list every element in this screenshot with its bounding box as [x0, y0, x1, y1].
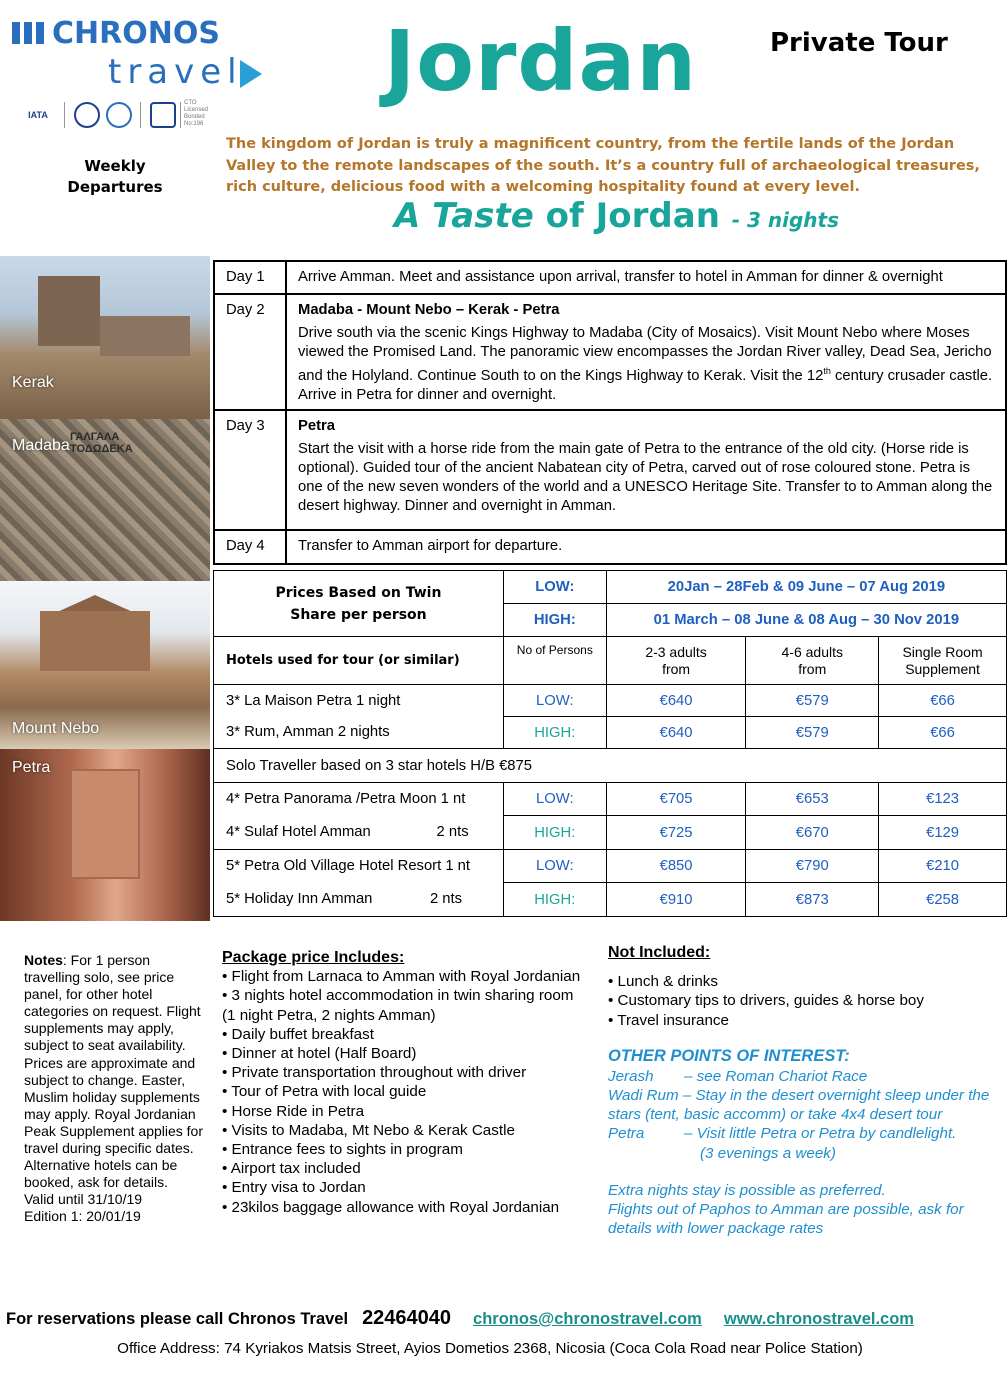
price-cell: €850 [606, 850, 746, 883]
list-item: • Dinner at hotel (Half Board) [222, 1045, 417, 1063]
price-cell: €640 [606, 717, 746, 749]
list-item: • Customary tips to drivers, guides & horse boy [608, 992, 924, 1010]
day-text: Transfer to Amman airport for departure. [286, 530, 1006, 564]
list-item: • 3 nights hotel accommodation in twin sharing room (1 night Petra, 2 nights Amman) [222, 987, 574, 1024]
table-row [214, 850, 1007, 883]
day-title: Petra [298, 417, 336, 434]
office-address: Office Address: 74 Kyriakos Matsis Street, Ayios Dometios 2368, Nicosia (Coca Cola Road near Police Station) [117, 1340, 863, 1357]
list-item: • Horse Ride in Petra [222, 1102, 365, 1120]
cto-license-text: CTO Licensed Bonded No:196 [184, 100, 209, 127]
price-cell: €66 [879, 717, 1007, 749]
price-cell: €66 [879, 685, 1007, 717]
mount-nebo-caption: Mount Nebo [12, 720, 100, 737]
reservations-text: For reservations please call Chronos Travel [6, 1310, 349, 1328]
website-link[interactable]: www.chronostravel.com [723, 1310, 914, 1328]
email-link[interactable]: chronos@chronostravel.com [473, 1310, 702, 1328]
logo-name: CHRONOS [52, 16, 220, 51]
itinerary-row [214, 294, 1006, 410]
mount-nebo-photo [0, 581, 210, 749]
season-cell: HIGH: [503, 816, 606, 850]
list-item: • Airport tax included [222, 1160, 361, 1178]
itinerary-row [214, 530, 1006, 564]
price-cell: €725 [606, 816, 746, 850]
price-cell: €653 [746, 783, 879, 816]
price-cell: €790 [746, 850, 879, 883]
logo-arrow-icon [240, 60, 262, 88]
list-item: • Entry visa to Jordan [222, 1179, 366, 1197]
list-item: • 23kilos baggage allowance with Royal Jordanian [222, 1198, 560, 1216]
page-title: Jordan [384, 12, 698, 110]
weekly-departures: Weekly Departures [67, 157, 163, 196]
table-row [214, 685, 1007, 717]
private-tour-label: Private Tour [770, 28, 948, 58]
madaba-photo: ΓΑΛΓΑΛΑ ΤΟΔΩΔΕΚΑ Madaba [0, 419, 210, 581]
table-row [214, 783, 1007, 816]
day-label: Day 1 [214, 261, 286, 294]
season-cell: LOW: [503, 783, 606, 816]
poi-wadi-rum: Wadi Rum – Stay in the desert overnight sleep under the stars (tent, basic accomm) or take 4x4 desert tour [608, 1087, 990, 1124]
list-item: • Visits to Madaba, Mt Nebo & Kerak Castle [222, 1121, 515, 1139]
chronos-logo [12, 16, 262, 96]
persons-header: No of Persons [503, 637, 606, 685]
licensed-operator-icon [72, 100, 102, 130]
solo-traveller-note: Solo Traveller based on 3 star hotels H/B €875 [214, 749, 1007, 783]
iata-badge: IATA [28, 110, 48, 120]
col-single-header: Single Room Supplement [879, 637, 1007, 685]
accreditation-badges [20, 100, 216, 130]
edition: Edition 1: 20/01/19 [24, 1208, 141, 1225]
valid-until: Valid until 31/10/19 [24, 1191, 143, 1208]
list-item: • Flight from Larnaca to Amman with Royal Jordanian [222, 968, 581, 986]
table-row [214, 883, 1007, 917]
petra-photo [0, 749, 210, 921]
high-season-dates: 01 March – 08 June & 08 Aug – 30 Nov 2019 [606, 604, 1006, 637]
table-row [214, 816, 1007, 850]
high-season-label: HIGH: [503, 604, 606, 637]
intro-text: The kingdom of Jordan is truly a magnificent country, from the fertile lands of the Jordan Valley to the remote landscapes of the south. It’s a country full of archaeological treasures, rich culture, delicious food with a welcoming hospitality found at every level. [226, 136, 980, 195]
list-item: • Lunch & drinks [608, 973, 718, 991]
association-icon [148, 100, 178, 130]
season-cell: LOW: [503, 850, 606, 883]
season-cell: LOW: [503, 685, 606, 717]
day-text: Start the visit with a horse ride from the main gate of Petra to the entrance of the old city. (Horse ride is optional). Guided tour of the ancient Nabatean city of Petra, carved out of rose coloured stone. Petra is one of the new seven wonders of the world and a UNESCO Heritage Site. Transfer to to Amman along the desert highway. Dinner and overnight in Amman. [298, 440, 993, 514]
price-cell: €123 [879, 783, 1007, 816]
poi-petra: Petra – Visit little Petra or Petra by candlelight. [608, 1125, 957, 1143]
price-cell: €873 [746, 883, 879, 917]
phone-number: 22464040 [362, 1307, 452, 1329]
season-cell: HIGH: [503, 883, 606, 917]
price-cell: €258 [879, 883, 1007, 917]
hotel-name: 3* Rum, Amman 2 nights [214, 717, 504, 749]
hotel-name: 3* La Maison Petra 1 night [214, 685, 504, 717]
package-includes [222, 948, 587, 1217]
kerak-photo [0, 256, 210, 419]
logo-sub: travel [108, 52, 243, 92]
table-row [214, 717, 1007, 749]
day-label: Day 4 [214, 530, 286, 564]
logo-bars-icon [12, 22, 48, 44]
season-cell: HIGH: [503, 717, 606, 749]
petra-caption: Petra [12, 759, 51, 776]
col-2-3-header: 2-3 adults from [606, 637, 746, 685]
price-cell: €210 [879, 850, 1007, 883]
day-text: Arrive Amman. Meet and assistance upon arrival, transfer to hotel in Amman for dinner & overnight [286, 261, 1006, 294]
not-included [608, 943, 1003, 1238]
includes-heading: Package price Includes: [222, 949, 405, 966]
hotel-name: 5* Petra Old Village Hotel Resort 1 nt [214, 850, 504, 883]
list-item: • Tour of Petra with local guide [222, 1083, 427, 1101]
itinerary-row [214, 261, 1006, 294]
hotels-header: Hotels used for tour (or similar) [214, 637, 504, 685]
reservations-line [6, 1307, 1006, 1330]
price-cell: €705 [606, 783, 746, 816]
points-of-interest [608, 1046, 1003, 1239]
low-season-label: LOW: [503, 571, 606, 604]
not-included-heading: Not Included: [608, 944, 711, 961]
poi-heading: OTHER POINTS OF INTEREST: [608, 1046, 850, 1065]
price-cell: €670 [746, 816, 879, 850]
prices-based-label: Prices Based on Twin Share per person [214, 571, 504, 637]
extra-nights-note: Extra nights stay is possible as preferred. [608, 1181, 886, 1199]
day-text: Drive south via the scenic Kings Highway to Madaba (City of Mosaics). Visit Mount Nebo where Moses viewed the Promised Land. The panoramic view encompasses the Jordan River valley, Dead Sea, Jericho and the Holyland. Continue South to on the Kings Highway to Kerak. Visit the 12th century crusader castle. Arrive in Petra for dinner and overnight. [298, 325, 993, 403]
madaba-caption: Madaba [12, 437, 70, 454]
globe-icon [104, 100, 134, 130]
day-label: Day 2 [214, 294, 286, 410]
paphos-flights-note: Flights out of Paphos to Amman are possible, ask for details with lower package rates [608, 1201, 964, 1238]
price-cell: €579 [746, 685, 879, 717]
itinerary-row [214, 410, 1006, 530]
day-label: Day 3 [214, 410, 286, 530]
price-cell: €129 [879, 816, 1007, 850]
price-cell: €579 [746, 717, 879, 749]
hotel-name: 4* Sulaf Hotel Amman 2 nts [214, 816, 504, 850]
poi-jerash: Jerash – see Roman Chariot Race [608, 1067, 868, 1085]
itinerary-table [213, 260, 1007, 565]
tour-subtitle: A Taste of Jordan - 3 nights [394, 196, 840, 236]
hotel-name: 4* Petra Panorama /Petra Moon 1 nt [214, 783, 504, 816]
notes-block: Notes: For 1 person travelling solo, see price panel, for other hotel categories on request. Flight supplements may apply, subject to seat availability. Prices are approximate and subject to change. Easter, Muslim holiday supplements may apply. Royal Jordanian Peak Supplement applies for travel during specific dates. Alternative hotels can be booked, ask for details. Valid until 31/10/19 Edition 1: 20/01/19 [24, 952, 203, 1225]
low-season-dates: 20Jan – 28Feb & 09 June – 07 Aug 2019 [606, 571, 1006, 604]
kerak-caption: Kerak [12, 374, 54, 391]
col-4-6-header: 4-6 adults from [746, 637, 879, 685]
poi-petra-note: (3 evenings a week) [700, 1144, 836, 1162]
price-table [213, 570, 1007, 917]
price-cell: €640 [606, 685, 746, 717]
day-title: Madaba - Mount Nebo – Kerak - Petra [298, 302, 560, 318]
list-item: • Private transportation throughout with driver [222, 1064, 527, 1082]
list-item: • Travel insurance [608, 1011, 729, 1029]
price-cell: €910 [606, 883, 746, 917]
list-item: • Daily buffet breakfast [222, 1025, 374, 1043]
list-item: • Entrance fees to sights in program [222, 1141, 463, 1159]
hotel-name: 5* Holiday Inn Amman 2 nts [214, 883, 504, 917]
